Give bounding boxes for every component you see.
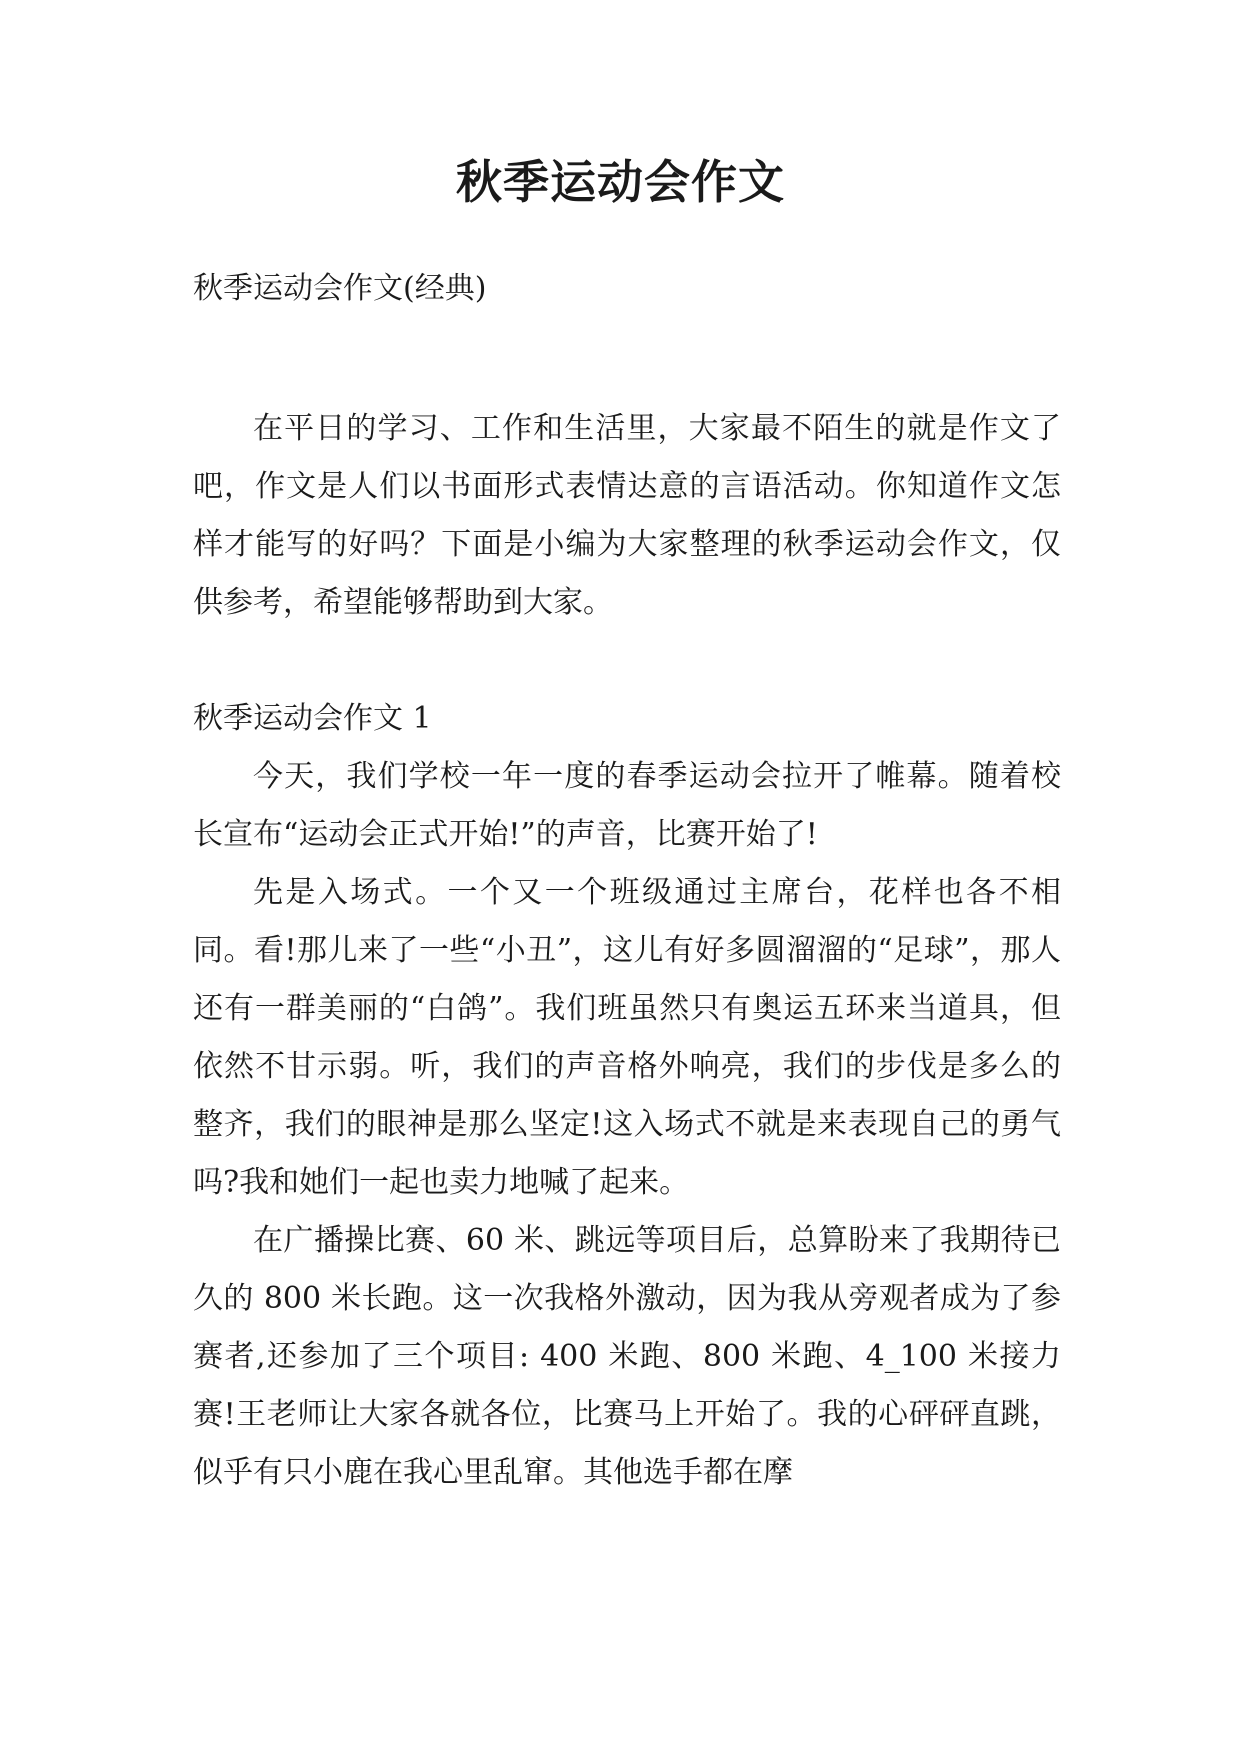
section-heading: 秋季运动会作文 1 bbox=[193, 701, 432, 736]
essay-body bbox=[193, 748, 1061, 1502]
essay-paragraph: 今天，我们学校一年一度的春季运动会拉开了帷幕。随着校长宣布“运动会正式开始!”的声音，比赛开始了! bbox=[193, 759, 1061, 852]
document-title: 秋季运动会作文 bbox=[456, 155, 785, 209]
essay-paragraph: 先是入场式。一个又一个班级通过主席台，花样也各不相同。看!那儿来了一些“小丑”，这儿有好多圆溜溜的“足球”，那人还有一群美丽的“白鸽”。我们班虽然只有奥运五环来当道具，但依然不甘示弱。听，我们的声音格外响亮，我们的步伐是多么的整齐，我们的眼神是那么坚定!这入场式不就是来表现自己的勇气吗?我和她们一起也卖力地喊了起来。 bbox=[193, 875, 1061, 1200]
essay-paragraph: 在广播操比赛、60 米、跳远等项目后，总算盼来了我期待已久的 800 米长跑。这一次我格外激动，因为我从旁观者成为了参赛者,还参加了三个项目: 400 米跑、800 米跑、4_100 米接力赛!王老师让大家各就各位，比赛马上开始了。我的心砰砰直跳，似乎有只小鹿在我心里乱窜。其他选手都在摩 bbox=[193, 1223, 1061, 1490]
document-subtitle: 秋季运动会作文(经典) bbox=[193, 271, 487, 306]
intro-paragraph: 在平日的学习、工作和生活里，大家最不陌生的就是作文了吧，作文是人们以书面形式表情达意的言语活动。你知道作文怎样才能写的好吗？下面是小编为大家整理的秋季运动会作文，仅供参考，希望能够帮助到大家。 bbox=[193, 411, 1061, 620]
